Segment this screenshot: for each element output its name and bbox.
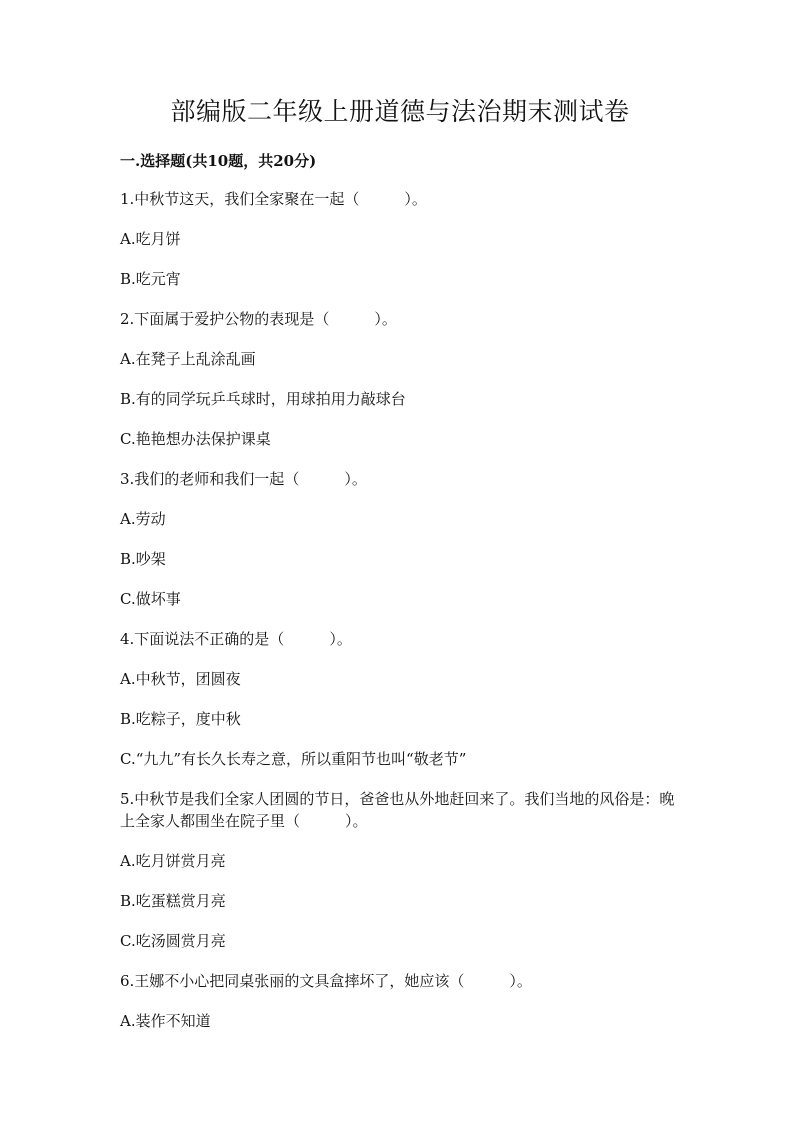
question-1-option-a: A.吃月饼 [120,230,181,248]
question-list [120,188,680,1050]
question-2-option-b: B.有的同学玩乒乓球时，用球拍用力敲球台 [120,390,406,408]
question-5-option-b: B.吃蛋糕赏月亮 [120,892,226,910]
question-1-stem: 1.中秋节这天，我们全家聚在一起（ ）。 [120,190,427,208]
exam-title: 部编版二年级上册道德与法治期末测试卷 [170,97,630,126]
question-3-stem: 3.我们的老师和我们一起（ ）。 [120,470,367,488]
question-4-option-b: B.吃粽子，度中秋 [120,710,241,728]
question-2-option-a: A.在凳子上乱涂乱画 [120,350,256,368]
question-5-option-c: C.吃汤圆赏月亮 [120,932,226,950]
question-3-option-a: A.劳动 [120,510,166,528]
question-5-stem: 5.中秋节是我们全家人团圆的节日，爸爸也从外地赶回来了。我们当地的风俗是：晚上全家人都围坐在院子里（ ）。 [120,790,675,830]
question-2-stem: 2.下面属于爱护公物的表现是（ ）。 [120,310,397,328]
question-4-option-c: C.“九九”有长久长寿之意，所以重阳节也叫“敬老节” [120,750,467,768]
question-5-option-a: A.吃月饼赏月亮 [120,852,226,870]
question-2-option-c: C.艳艳想办法保护课桌 [120,430,271,448]
question-1-option-b: B.吃元宵 [120,270,181,288]
question-6-stem: 6.王娜不小心把同桌张丽的文具盒摔坏了，她应该（ ）。 [120,972,532,990]
question-3-option-b: B.吵架 [120,550,166,568]
question-6-option-a: A.装作不知道 [120,1012,211,1030]
question-4-option-a: A.中秋节，团圆夜 [120,670,241,688]
question-3-option-c: C.做坏事 [120,590,181,608]
question-4-stem: 4.下面说法不正确的是（ ）。 [120,630,352,648]
section-heading: 一.选择题(共10题，共20分) [120,152,317,170]
